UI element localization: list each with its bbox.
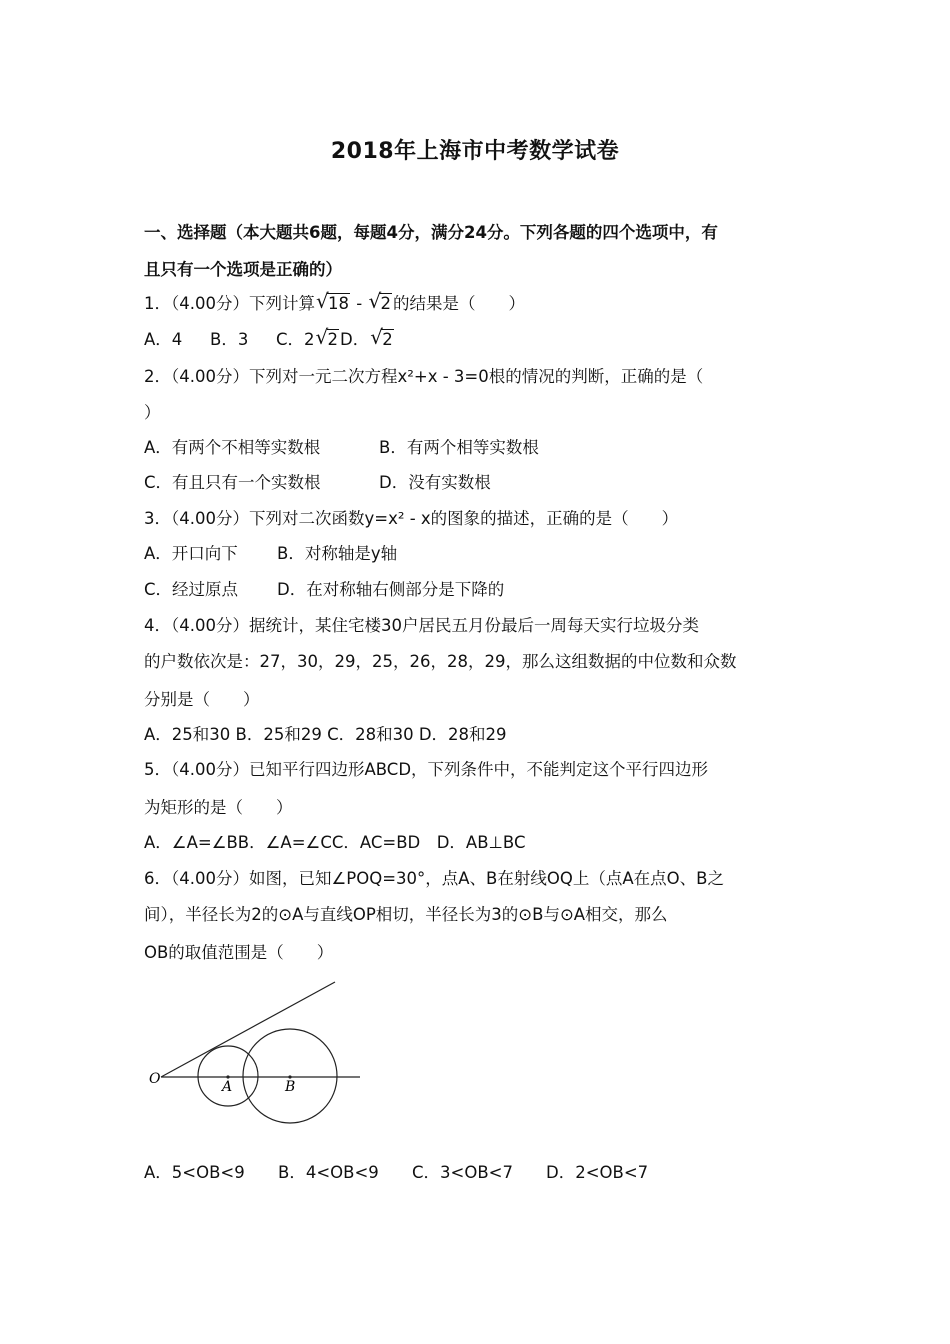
q1-option-a[interactable]: A．4	[144, 330, 183, 349]
question-6-stem-line2: 间），半径长为2的⊙A与直线OP相切，半径长为3的⊙B与⊙A相交，那么	[144, 905, 668, 924]
q2-option-d[interactable]: D．没有实数根	[379, 473, 491, 492]
q6-option-a[interactable]: A．5<OB<9	[144, 1163, 245, 1182]
geometry-figure	[144, 978, 374, 1128]
q3-option-d[interactable]: D．在对称轴右侧部分是下降的	[277, 580, 505, 599]
q6-option-c[interactable]: C．3<OB<7	[412, 1163, 513, 1182]
question-2-options-row2	[144, 472, 491, 494]
question-2-options-row1	[144, 437, 539, 459]
question-5-options[interactable]: A．∠A=∠BB．∠A=∠CC．AC=BD D．AB⊥BC	[144, 833, 526, 852]
question-2-stem-line2: ）	[144, 403, 161, 422]
question-3-options-row1	[144, 543, 397, 565]
question-3-options-row2	[144, 579, 504, 601]
q6-option-b[interactable]: B．4<OB<9	[278, 1163, 379, 1182]
page-title: 2018年上海市中考数学试卷	[330, 139, 620, 164]
q1-option-b[interactable]: B．3	[210, 330, 249, 349]
q3-option-c[interactable]: C．经过原点	[144, 580, 239, 599]
question-3-stem: 3．（4.00分）下列对二次函数y=x² - x的图象的描述，正确的是（ ）	[144, 509, 679, 528]
q1-suffix: 的结果是（ ）	[392, 294, 525, 313]
ray-op	[161, 982, 335, 1077]
label-a: A	[222, 1079, 233, 1095]
sqrt-18: √ 18	[316, 289, 349, 313]
q1-option-c[interactable]: C．2 √ 2	[276, 325, 339, 349]
question-4-options[interactable]: A．25和30 B．25和29 C．28和30 D．28和29	[144, 725, 507, 744]
question-1-options	[144, 325, 395, 351]
sqrt-2: √ 2	[368, 289, 391, 313]
question-2-stem-line1: 2．（4.00分）下列对一元二次方程x²+x - 3=0根的情况的判断，正确的是（	[144, 367, 704, 386]
question-6-options	[144, 1162, 648, 1184]
question-5-stem-line1: 5．（4.00分）已知平行四边形ABCD，下列条件中，不能判定这个平行四边形	[144, 760, 709, 779]
question-6-stem-line1: 6．（4.00分）如图，已知∠POQ=30°，点A、B在射线OQ上（点A在点O、B之	[144, 869, 724, 888]
question-5-stem-line2: 为矩形的是（ ）	[144, 798, 293, 817]
q2-option-a[interactable]: A．有两个不相等实数根	[144, 438, 321, 457]
question-4-stem-line2: 的户数依次是：27，30，29，25，26，28，29，那么这组数据的中位数和众数	[144, 652, 737, 671]
q2-option-c[interactable]: C．有且只有一个实数根	[144, 473, 321, 492]
q1-prefix: 1．（4.00分）下列计算	[144, 294, 315, 313]
q2-option-b[interactable]: B．有两个相等实数根	[379, 438, 539, 457]
label-b: B	[285, 1079, 296, 1095]
question-1-stem: 1．（4.00分）下列计算 √ 18 - √ 2 的结果是（ ）	[144, 289, 525, 313]
question-4-stem-line1: 4．（4.00分）据统计，某住宅楼30户居民五月份最后一周每天实行垃圾分类	[144, 616, 699, 635]
section-heading-line2: 且只有一个选项是正确的）	[144, 260, 342, 279]
q1-option-d[interactable]: D． √ 2	[340, 325, 393, 349]
q6-option-d[interactable]: D．2<OB<7	[546, 1163, 649, 1182]
label-o: O	[149, 1071, 161, 1087]
question-4-stem-line3: 分别是（ ）	[144, 690, 260, 709]
q3-option-a[interactable]: A．开口向下	[144, 544, 238, 563]
section-heading-line1: 一、选择题（本大题共6题，每题4分，满分24分。下列各题的四个选项中，有	[144, 223, 718, 242]
q3-option-b[interactable]: B．对称轴是y轴	[277, 544, 398, 563]
question-6-stem-line3: OB的取值范围是（ ）	[144, 943, 334, 962]
